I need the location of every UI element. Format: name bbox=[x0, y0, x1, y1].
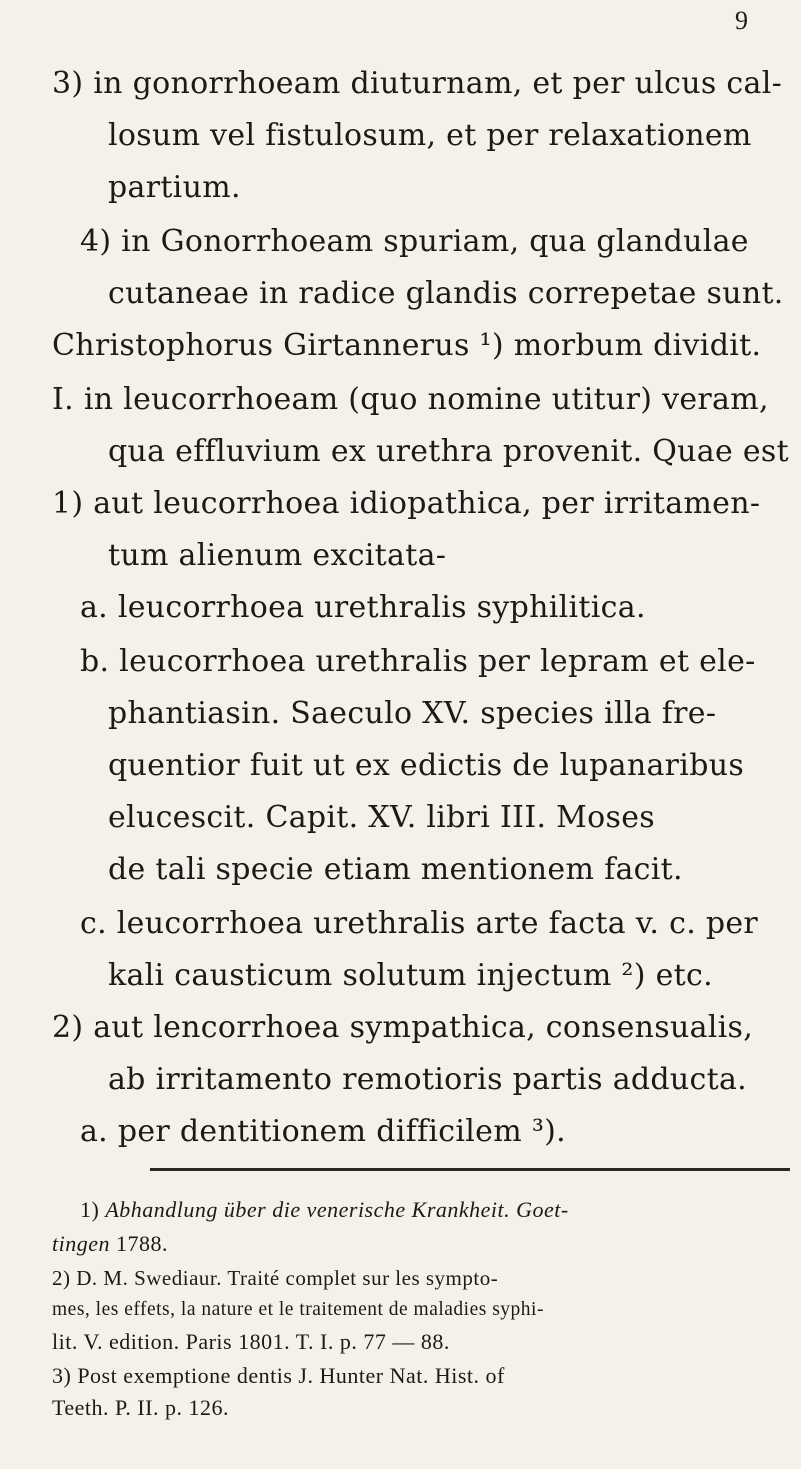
body-line-18: kali causticum solutum injectum ²) etc. bbox=[108, 958, 713, 993]
footnote-1-marker: 1) bbox=[80, 1197, 100, 1222]
footnote-2-line-1: 2) D. M. Swediaur. Traité complet sur les sympto- bbox=[52, 1266, 499, 1290]
footnote-1-year: 1788. bbox=[116, 1231, 168, 1256]
body-line-8: qua effluvium ex urethra provenit. Quae est bbox=[108, 434, 789, 469]
footnote-2-line-3: lit. V. edition. Paris 1801. T. I. p. 77 — 88. bbox=[52, 1329, 450, 1354]
footnote-3-line-2: Teeth. P. II. p. 126. bbox=[52, 1395, 229, 1420]
body-line-20: ab irritamento remotioris partis adducta. bbox=[108, 1062, 748, 1097]
footnote-3-line-1: 3) Post exemptione dentis J. Hunter Nat. Hist. of bbox=[52, 1363, 505, 1388]
body-line-13: phantiasin. Saeculo XV. species illa fre- bbox=[108, 696, 717, 731]
body-line-7: I. in leucorrhoeam (quo nomine utitur) veram, bbox=[52, 382, 769, 417]
body-line-16: de tali specie etiam mentionem facit. bbox=[108, 852, 683, 887]
body-line-15: elucescit. Capit. XV. libri III. Moses bbox=[108, 800, 655, 835]
footnote-1-title: Abhandlung über die venerische Krankheit. Goet- bbox=[105, 1197, 569, 1222]
body-line-17: c. leucorrhoea urethralis arte facta v. c. per bbox=[80, 906, 759, 941]
footnote-1 bbox=[80, 1196, 569, 1224]
page-number: 9 bbox=[735, 6, 748, 35]
footnote-rule bbox=[150, 1168, 790, 1171]
body-line-11: a. leucorrhoea urethralis syphilitica. bbox=[80, 590, 646, 625]
body-line-4: 4) in Gonorrhoeam spuriam, qua glandulae bbox=[80, 224, 749, 259]
body-line-9: 1) aut leucorrhoea idiopathica, per irritamen- bbox=[52, 486, 761, 521]
body-line-2: losum vel fistulosum, et per relaxationem bbox=[108, 118, 752, 153]
body-line-10: tum alienum excitata- bbox=[108, 538, 447, 573]
body-line-12: b. leucorrhoea urethralis per lepram et ele- bbox=[80, 644, 756, 679]
footnote-2-line-2: mes, les effets, la nature et le traitement de maladies syphi- bbox=[52, 1299, 544, 1320]
body-line-1: 3) in gonorrhoeam diuturnam, et per ulcus cal- bbox=[52, 66, 783, 101]
footnote-1-cont bbox=[52, 1230, 168, 1258]
body-line-3: partium. bbox=[108, 170, 241, 205]
body-line-6: Christophorus Girtannerus ¹) morbum dividit. bbox=[52, 328, 762, 363]
body-line-14: quentior fuit ut ex edictis de lupanaribus bbox=[108, 748, 745, 783]
body-line-21: a. per dentitionem difficilem ³). bbox=[80, 1114, 566, 1149]
body-line-5: cutaneae in radice glandis correpetae sunt. bbox=[108, 276, 784, 311]
body-line-19: 2) aut lencorrhoea sympathica, consensualis, bbox=[52, 1010, 754, 1045]
footnote-1-cont-text: tingen bbox=[52, 1231, 110, 1256]
